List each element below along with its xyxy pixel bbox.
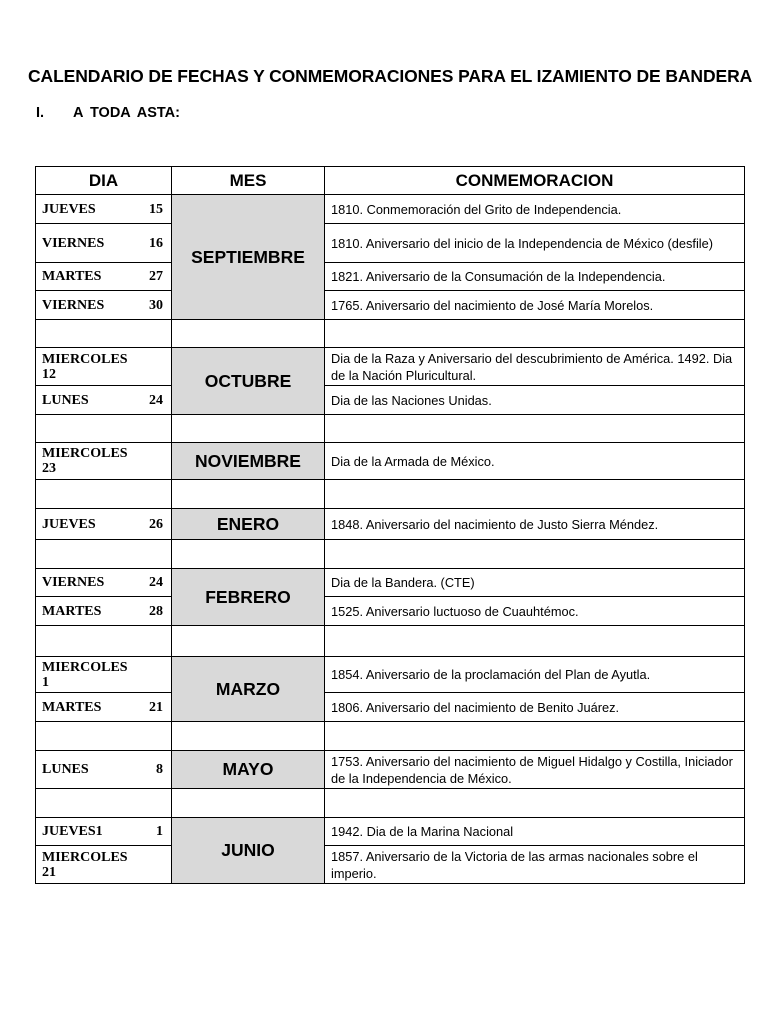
commemoration-cell: 1821. Aniversario de la Consumación de la Independencia. — [325, 263, 745, 291]
day-name: VIERNES — [42, 235, 105, 251]
empty-cell — [36, 320, 172, 348]
table-row — [36, 751, 745, 789]
day-cell — [36, 263, 172, 291]
section-title: A TODA ASTA: — [73, 105, 180, 121]
empty-cell — [172, 480, 325, 509]
day-number: 24 — [149, 392, 163, 408]
day-name: MIERCOLES — [42, 351, 128, 367]
day-number: 12 — [42, 366, 56, 382]
commemoration-cell: 1753. Aniversario del nacimiento de Miguel Hidalgo y Costilla, Iniciador de la Independencia de México. — [325, 751, 745, 789]
commemoration-cell: 1810. Aniversario del inicio de la Independencia de México (desfile) — [325, 224, 745, 263]
day-name: VIERNES — [42, 297, 105, 313]
day-number: 1 — [156, 824, 163, 839]
day-name: MIERCOLES — [42, 446, 128, 461]
empty-cell — [172, 789, 325, 818]
day-name: LUNES — [42, 762, 89, 777]
empty-cell — [325, 480, 745, 509]
empty-cell — [325, 722, 745, 751]
empty-cell — [36, 415, 172, 443]
empty-cell — [325, 320, 745, 348]
day-cell — [36, 348, 172, 386]
day-cell — [36, 443, 172, 480]
commemoration-cell: 1854. Aniversario de la proclamación del Plan de Ayutla. — [325, 657, 745, 693]
spacer-row — [36, 415, 745, 443]
month-cell: JUNIO — [172, 818, 325, 884]
commemoration-cell: 1857. Aniversario de la Victoria de las armas nacionales sobre el imperio. — [325, 846, 745, 884]
table-row — [36, 348, 745, 386]
month-cell: ENERO — [172, 509, 325, 540]
day-number: 21 — [149, 699, 163, 715]
month-cell: NOVIEMBRE — [172, 443, 325, 480]
day-name: JUEVES — [42, 201, 96, 217]
commemoration-cell: 1942. Dia de la Marina Nacional — [325, 818, 745, 846]
empty-cell — [36, 789, 172, 818]
section-number: I. — [36, 105, 45, 121]
day-number: 23 — [42, 461, 56, 476]
day-cell — [36, 569, 172, 597]
month-cell: MARZO — [172, 657, 325, 722]
empty-cell — [172, 320, 325, 348]
day-cell — [36, 195, 172, 224]
empty-cell — [325, 540, 745, 569]
table-row — [36, 443, 745, 480]
month-cell: OCTUBRE — [172, 348, 325, 415]
spacer-row — [36, 320, 745, 348]
commemoration-cell: Dia de la Armada de México. — [325, 443, 745, 480]
month-cell: SEPTIEMBRE — [172, 195, 325, 320]
empty-cell — [36, 540, 172, 569]
empty-cell — [325, 626, 745, 657]
table-row — [36, 263, 745, 291]
empty-cell — [172, 722, 325, 751]
day-cell — [36, 657, 172, 693]
commemoration-cell: Dia de la Raza y Aniversario del descubrimiento de América. 1492. Dia de la Nación Pluricultural. — [325, 348, 745, 386]
table-row — [36, 657, 745, 693]
table-row — [36, 386, 745, 415]
calendar-table — [35, 166, 745, 884]
day-cell — [36, 386, 172, 415]
day-number: 21 — [42, 864, 56, 880]
day-number: 24 — [149, 575, 163, 590]
commemoration-cell: 1525. Aniversario luctuoso de Cuauhtémoc. — [325, 597, 745, 626]
day-cell — [36, 291, 172, 320]
spacer-row — [36, 626, 745, 657]
spacer-row — [36, 480, 745, 509]
header-dia: DIA — [36, 167, 172, 195]
commemoration-cell: 1848. Aniversario del nacimiento de Justo Sierra Méndez. — [325, 509, 745, 540]
empty-cell — [325, 415, 745, 443]
day-number: 16 — [149, 235, 163, 251]
table-row — [36, 291, 745, 320]
day-name: MIERCOLES — [42, 849, 128, 865]
month-cell: MAYO — [172, 751, 325, 789]
commemoration-cell: 1810. Conmemoración del Grito de Independencia. — [325, 195, 745, 224]
month-cell: FEBRERO — [172, 569, 325, 626]
day-name: MARTES — [42, 603, 102, 619]
day-cell — [36, 224, 172, 263]
day-name: MIERCOLES — [42, 659, 128, 675]
spacer-row — [36, 540, 745, 569]
day-cell — [36, 693, 172, 722]
day-cell — [36, 818, 172, 846]
commemoration-cell: Dia de la Bandera. (CTE) — [325, 569, 745, 597]
spacer-row — [36, 722, 745, 751]
table-row — [36, 224, 745, 263]
day-cell — [36, 751, 172, 789]
table-row — [36, 597, 745, 626]
commemoration-cell: Dia de las Naciones Unidas. — [325, 386, 745, 415]
day-number: 30 — [149, 297, 163, 313]
spacer-row — [36, 789, 745, 818]
document-title: CALENDARIO DE FECHAS Y CONMEMORACIONES PARA EL IZAMIENTO DE BANDERA — [28, 66, 753, 86]
day-cell — [36, 509, 172, 540]
day-number: 26 — [149, 516, 163, 532]
commemoration-cell: 1765. Aniversario del nacimiento de José María Morelos. — [325, 291, 745, 320]
table-row — [36, 693, 745, 722]
day-number: 27 — [149, 269, 163, 284]
table-row — [36, 195, 745, 224]
day-cell — [36, 846, 172, 884]
table-row — [36, 509, 745, 540]
empty-cell — [36, 480, 172, 509]
day-number: 15 — [149, 201, 163, 217]
empty-cell — [36, 626, 172, 657]
table-row — [36, 846, 745, 884]
table-row — [36, 818, 745, 846]
day-name: JUEVES — [42, 516, 96, 532]
empty-cell — [172, 415, 325, 443]
day-name: VIERNES — [42, 575, 105, 590]
day-name: JUEVES1 — [42, 824, 103, 839]
table-header-row — [36, 167, 745, 195]
day-cell — [36, 597, 172, 626]
day-number: 8 — [156, 762, 163, 777]
calendar-body — [36, 195, 745, 884]
empty-cell — [325, 789, 745, 818]
commemoration-cell: 1806. Aniversario del nacimiento de Benito Juárez. — [325, 693, 745, 722]
empty-cell — [36, 722, 172, 751]
day-name: LUNES — [42, 392, 89, 408]
table-row — [36, 569, 745, 597]
empty-cell — [172, 540, 325, 569]
day-name: MARTES — [42, 699, 102, 715]
header-mes: MES — [172, 167, 325, 195]
day-number: 1 — [42, 674, 49, 690]
day-number: 28 — [149, 603, 163, 619]
header-conmemoracion: CONMEMORACION — [325, 167, 745, 195]
section-heading — [36, 105, 180, 121]
day-name: MARTES — [42, 269, 102, 284]
empty-cell — [172, 626, 325, 657]
